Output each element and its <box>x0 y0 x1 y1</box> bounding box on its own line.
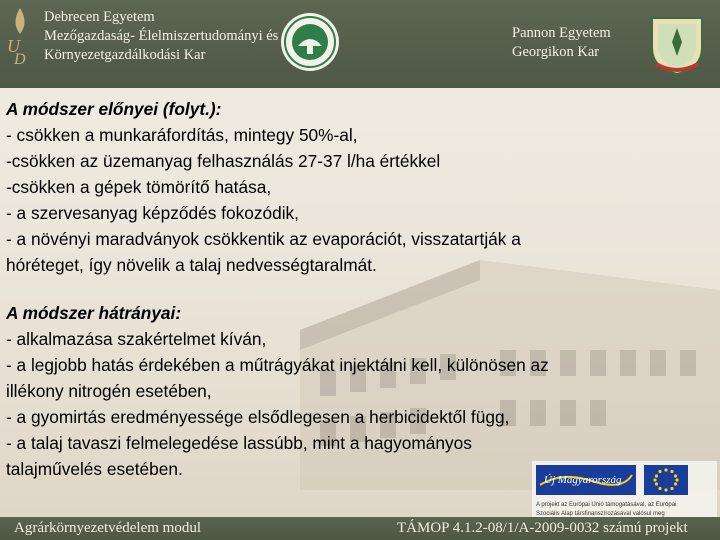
disadvantage-item: - a talaj tavaszi felmelegedése lassúbb, mint a hagyományos <box>6 433 472 453</box>
advantage-item: - a növényi maradványok csökkentik az evaporációt, visszatartják a <box>6 229 521 249</box>
eu-support-logos <box>532 461 717 519</box>
left-institution-line: Debrecen Egyetem <box>44 9 155 25</box>
advantages-heading: A módszer előnyei (folyt.): <box>6 99 222 119</box>
disadvantage-item: talajművelés esetében. <box>6 459 183 479</box>
advantage-item: - a szervesanyag képződés fokozódik, <box>6 203 299 223</box>
footer-module-name: Agrárkörnyezetvédelem modul <box>14 520 202 536</box>
right-institution-line: Pannon Egyetem <box>512 25 611 41</box>
right-institution-line: Georgikon Kar <box>512 44 600 60</box>
faculty-seal-icon <box>280 12 340 72</box>
slide-content <box>6 96 712 482</box>
right-institution-name <box>512 24 611 62</box>
disadvantages-heading: A módszer hátrányai: <box>6 303 182 323</box>
uj-magyarorszag-logo-text: Új Magyarország <box>544 474 622 486</box>
disadvantage-item: - alkalmazása szakértelmet kíván, <box>6 329 267 349</box>
left-institution-line: Környezetgazdálkodási Kar <box>44 47 206 63</box>
svg-text:D: D <box>14 51 26 66</box>
eu-caption-line: Szociális Alap társfinanszírozásával valósul meg <box>536 511 665 517</box>
section-spacer <box>6 278 712 300</box>
svg-text:U: U <box>7 36 20 56</box>
disadvantage-item: - a gyomirtás eredményessége elsődlegesen a herbicidektől függ, <box>6 407 510 427</box>
disadvantage-item: illékony nitrogén esetében, <box>6 381 212 401</box>
advantage-item: - csökken a munkaráfordítás, mintegy 50%-al, <box>6 125 358 145</box>
advantage-item: hóréteget, így növelik a talaj nedvességtaralmát. <box>6 255 377 275</box>
advantage-item: -csökken az üzemanyag felhasználás 27-37 l/ha értékkel <box>6 151 441 171</box>
footer-band <box>0 517 720 540</box>
header-band <box>0 0 720 88</box>
left-institution-name <box>44 8 278 65</box>
eu-caption-line: A projekt az Európai Unió támogatásával, az Európai <box>536 502 677 508</box>
university-logo-icon <box>4 6 36 66</box>
footer-project-id: TÁMOP 4.1.2-08/1/A-2009-0032 számú projekt <box>397 520 688 536</box>
left-institution-line: Mezőgazdaság- Élelmiszertudományi és <box>44 28 279 44</box>
georgikon-crest-icon <box>646 12 708 76</box>
advantage-item: -csökken a gépek tömörítő hatása, <box>6 177 272 197</box>
disadvantage-item: - a legjobb hatás érdekében a műtrágyákat injektálni kell, különösen az <box>6 355 549 375</box>
